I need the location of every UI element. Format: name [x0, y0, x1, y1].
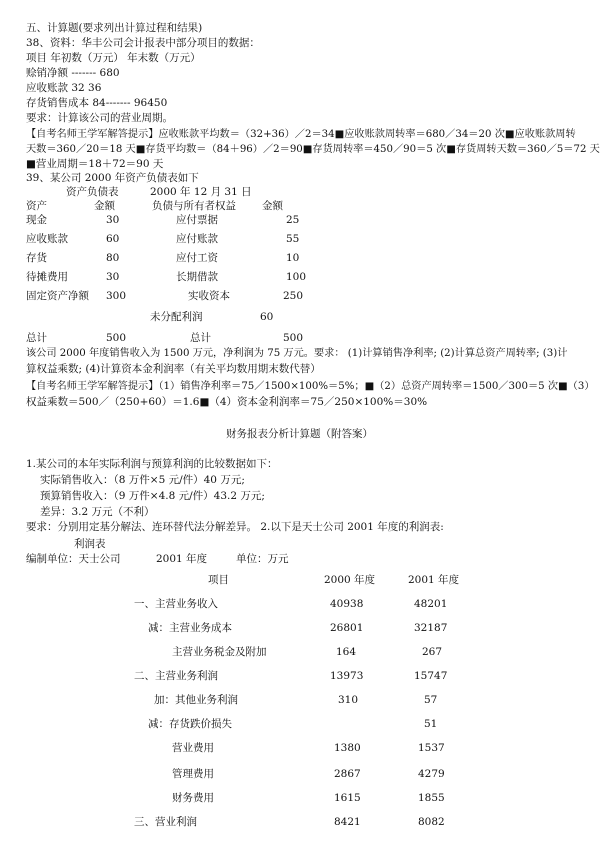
is-value-2001: 267 — [422, 646, 443, 658]
bs-header-asset: 资产 — [26, 200, 47, 212]
bs-liability-amount: 10 — [286, 252, 300, 264]
is-value-2000: 164 — [336, 646, 357, 658]
is-value-2001: 4279 — [418, 768, 445, 780]
is-value-2001: 51 — [424, 718, 438, 730]
bs-header-amount: 金额 — [94, 200, 115, 212]
bs-asset-amount: 30 — [106, 271, 120, 283]
is-value-2000: 8421 — [334, 816, 361, 828]
is-item: 减：存货跌价损失 — [148, 718, 232, 730]
bs-total-amount: 500 — [283, 332, 304, 344]
is-item: 营业费用 — [172, 742, 214, 754]
q38-answer-line: 天数＝360／20＝18 天■存货平均数＝（84＋96）／2＝90■存货周转率＝450／90＝5 次■存货周转天数＝360／5＝72 天 — [26, 144, 600, 155]
is-value-2001: 48201 — [414, 598, 448, 610]
is-item: 二、主营业务利润 — [134, 670, 218, 682]
bs-header-liability: 负债与所有者权益 — [152, 200, 236, 212]
section-heading: 五、计算题(要求列出计算过程和结果) — [26, 22, 203, 34]
is-item: 一、主营业务收入 — [134, 598, 218, 610]
is-value-2001: 32187 — [414, 622, 448, 634]
income-statement-title: 利润表 — [74, 538, 106, 550]
is-value-2000: 1615 — [334, 792, 361, 804]
section2-title: 财务报表分析计算题（附答案） — [226, 428, 373, 440]
is-item: 财务费用 — [172, 792, 214, 804]
balance-sheet-date: 2000 年 12 月 31 日 — [150, 186, 252, 198]
is-header-item: 项目 — [208, 574, 229, 586]
bs-liability-amount: 55 — [286, 233, 300, 245]
q38-intro: 38、资料：华丰公司会计报表中部分项目的数据： — [26, 37, 260, 49]
bs-total-label: 总计 — [190, 332, 211, 344]
is-value-2001: 8082 — [418, 816, 445, 828]
q38-row: 赊销净额 ------- 680 — [26, 67, 120, 79]
bs-asset-name: 应收账款 — [26, 233, 68, 245]
bs-asset-name: 存货 — [26, 252, 47, 264]
balance-sheet-title: 资产负债表 — [66, 186, 119, 198]
q38-requirement: 要求：计算该公司的营业周期。 — [26, 112, 173, 124]
q1-intro: 1.某公司的本年实际利润与预算利润的比较数据如下： — [26, 458, 278, 470]
is-value-2000: 13973 — [330, 670, 364, 682]
q39-requirement-line: 算权益乘数; (4)计算资本金利润率（有关平均数用期末数代替） — [26, 363, 321, 375]
bs-asset-amount: 300 — [106, 290, 127, 302]
is-item: 主营业务税金及附加 — [172, 646, 267, 658]
bs-asset-amount: 30 — [106, 214, 120, 226]
bs-liability-name: 应付工资 — [176, 252, 218, 264]
q39-answer-line: 权益乘数＝500／（250+60）＝1.6■（4）资本金利润率＝75／250×100%＝30% — [26, 396, 428, 408]
is-item: 减：主营业务成本 — [148, 622, 232, 634]
is-value-2000: 26801 — [330, 622, 364, 634]
is-value-2001: 1855 — [418, 792, 445, 804]
is-value-2000: 40938 — [330, 598, 364, 610]
budget-sales: 预算销售收入：（9 万件×4.8 元/件）43.2 万元; — [40, 490, 265, 502]
is-item: 加：其他业务利润 — [154, 694, 238, 706]
q38-answer-line: 【自考名师王学军解答提示】应收账款平均数＝（32+36）／2＝34■应收账款周转率＝680／34＝20 次■应收账款周转 — [26, 129, 576, 140]
statement-year: 2001 年度 — [156, 553, 208, 565]
bs-asset-name: 现金 — [26, 214, 47, 226]
bs-liability-amount: 100 — [286, 271, 307, 283]
bs-asset-name: 固定资产净额 — [26, 290, 89, 302]
bs-liability-name: 应付账款 — [176, 233, 218, 245]
bs-liability-amount: 250 — [283, 290, 304, 302]
bs-asset-amount: 60 — [106, 233, 120, 245]
bs-retained-earnings-label: 未分配利润 — [150, 311, 203, 323]
is-value-2000: 310 — [338, 694, 359, 706]
is-header-2001: 2001 年度 — [408, 574, 460, 586]
is-header-2000: 2000 年度 — [324, 574, 376, 586]
bs-asset-amount: 80 — [106, 252, 120, 264]
bs-liability-amount: 25 — [286, 214, 300, 226]
is-item: 管理费用 — [172, 768, 214, 780]
q38-row: 存货销售成本 84------- 96450 — [26, 97, 168, 109]
bs-liability-name: 长期借款 — [176, 271, 218, 283]
bs-total-label: 总计 — [26, 332, 47, 344]
bs-asset-name: 待摊费用 — [26, 271, 68, 283]
statement-company: 编制单位：天士公司 — [26, 553, 121, 565]
is-item: 三、营业利润 — [134, 816, 197, 828]
q38-row: 应收账款 32 36 — [26, 82, 102, 94]
is-value-2000: 2867 — [334, 768, 361, 780]
q39-requirement-line: 该公司 2000 年度销售收入为 1500 万元，净利润为 75 万元。要求： (1)计算销售净利率; (2)计算总资产周转率; (3)计 — [26, 348, 568, 359]
is-value-2000: 1380 — [334, 742, 361, 754]
sales-difference: 差异：3.2 万元（不利） — [40, 506, 155, 518]
is-value-2001: 57 — [424, 694, 438, 706]
bs-total-amount: 500 — [106, 332, 127, 344]
q38-header: 项目 年初数（万元） 年末数（万元） — [26, 52, 201, 64]
q1-requirement: 要求：分别用定基分解法、连环替代法分解差异。 2.以下是天士公司 2001 年度的利润表: — [26, 521, 444, 533]
bs-header-amount: 金额 — [262, 200, 283, 212]
is-value-2001: 15747 — [414, 670, 448, 682]
q39-answer-line: 【自考名师王学军解答提示】（1）销售净利率＝75／1500×100%＝5%；■（2）总资产周转率＝1500／300＝5 次■（3） — [26, 381, 595, 392]
actual-sales: 实际销售收入：（8 万件×5 元/件）40 万元; — [40, 474, 245, 486]
bs-liability-name: 实收资本 — [188, 290, 230, 302]
q39-intro: 39、某公司 2000 年资产负债表如下 — [26, 172, 199, 184]
statement-unit: 单位：万元 — [236, 553, 289, 565]
bs-retained-earnings-amount: 60 — [260, 311, 274, 323]
is-value-2001: 1537 — [418, 742, 445, 754]
q38-answer-line: ■营业周期＝18＋72＝90 天 — [26, 158, 164, 170]
bs-liability-name: 应付票据 — [176, 214, 218, 226]
